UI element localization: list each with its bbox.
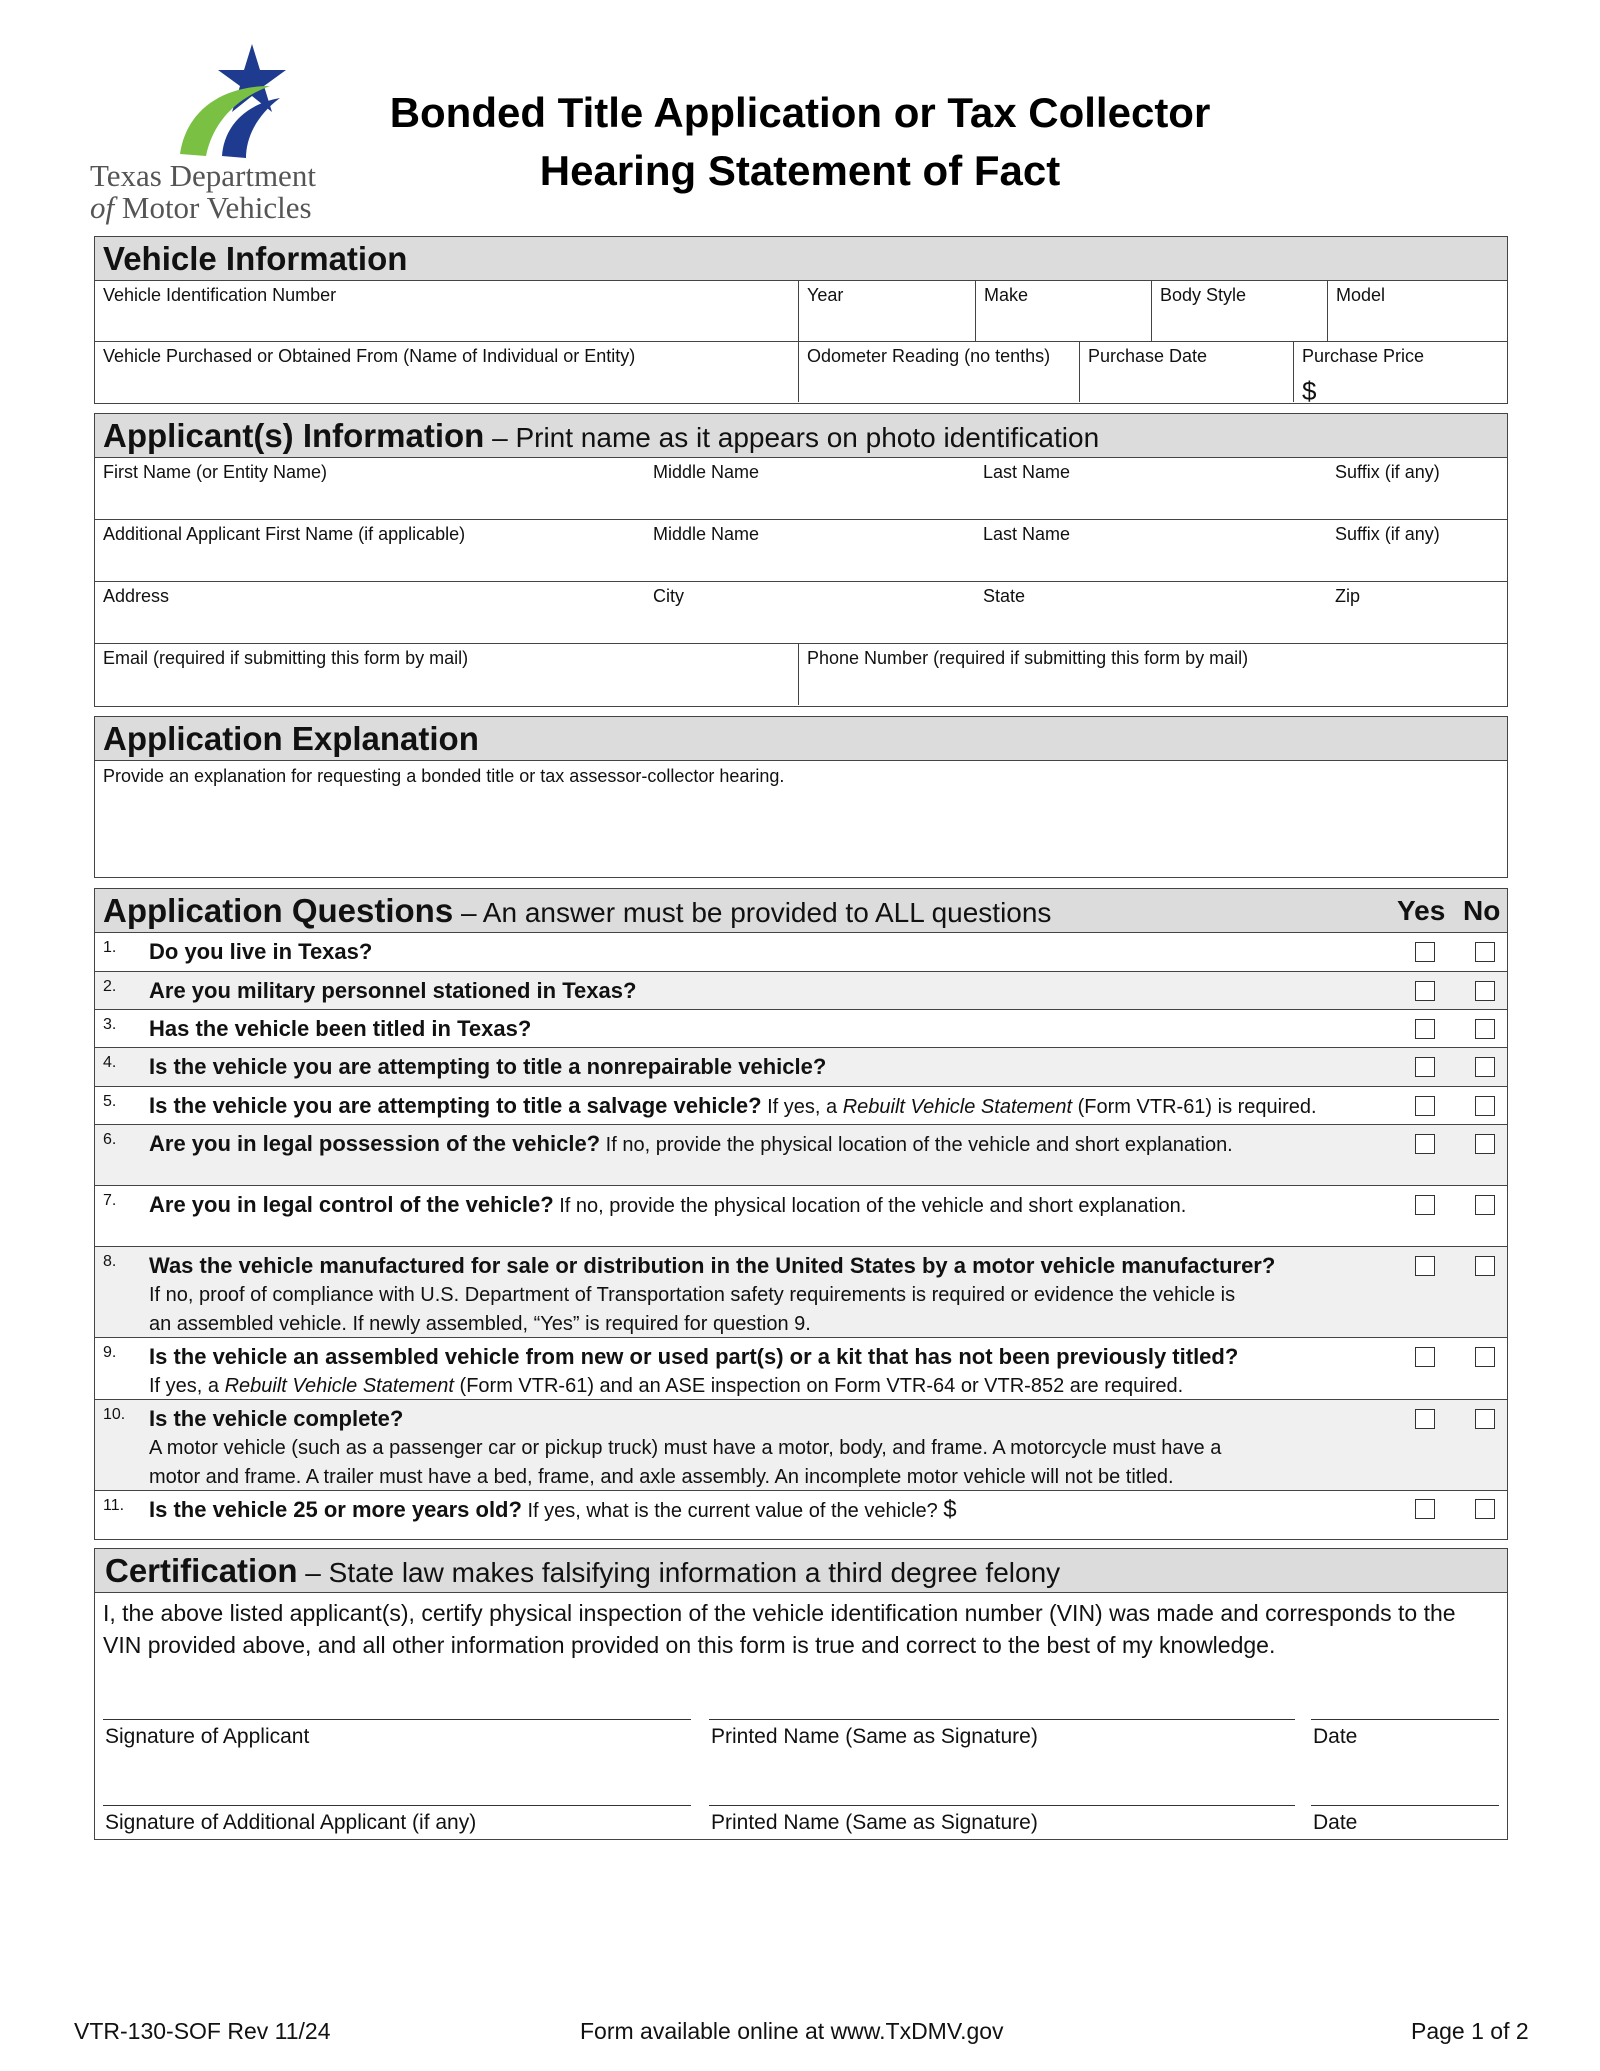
state-field[interactable]: State: [983, 586, 1026, 606]
q9-no-checkbox[interactable]: [1475, 1347, 1495, 1367]
suffix-field[interactable]: Suffix (if any): [1335, 462, 1440, 482]
application-questions-section: [94, 888, 1508, 1540]
section-heading: Application Questions – An answer must be provided to ALL questions Yes No: [95, 889, 1507, 933]
txdmv-logo: [90, 42, 360, 230]
additional-date-label: Date: [1313, 1811, 1358, 1834]
question-row: 4. Is the vehicle you are attempting to title a nonrepairable vehicle?: [95, 1048, 1507, 1087]
q3-no-checkbox[interactable]: [1475, 1019, 1495, 1039]
application-explanation-section: [94, 716, 1508, 878]
phone-field[interactable]: Phone Number (required if submitting this form by mail): [798, 644, 1507, 705]
question-row: 1. Do you live in Texas?: [95, 933, 1507, 972]
zip-field[interactable]: Zip: [1335, 586, 1361, 606]
q2-yes-checkbox[interactable]: [1415, 981, 1435, 1001]
q6-yes-checkbox[interactable]: [1415, 1134, 1435, 1154]
website-note: Form available online at www.TxDMV.gov: [580, 2018, 1004, 2044]
additional-last-name-field[interactable]: Last Name: [983, 524, 1071, 544]
make-field[interactable]: Make: [975, 281, 1151, 341]
applicant-information-section: [94, 413, 1508, 707]
question-row: 9. Is the vehicle an assembled vehicle from new or used part(s) or a kit that has not been previously titled? If yes, a Rebuilt Vehicle Statement (Form VTR-61) and an ASE inspection on Form VTR-64 or VTR-852 are required.: [95, 1338, 1507, 1400]
additional-first-name-field[interactable]: Additional Applicant First Name (if applicable): [103, 524, 466, 544]
additional-date-line[interactable]: [1311, 1805, 1499, 1806]
question-row: 3. Has the vehicle been titled in Texas?: [95, 1010, 1507, 1048]
q10-yes-checkbox[interactable]: [1415, 1409, 1435, 1429]
q2-no-checkbox[interactable]: [1475, 981, 1495, 1001]
date-line[interactable]: [1311, 1719, 1499, 1720]
additional-signature-label: Signature of Additional Applicant (if any): [105, 1811, 477, 1834]
signature-label: Signature of Applicant: [105, 1725, 310, 1748]
body-style-field[interactable]: Body Style: [1151, 281, 1327, 341]
section-heading: Applicant(s) Information – Print name as it appears on photo identification: [95, 414, 1507, 458]
form-id: VTR-130-SOF Rev 11/24: [74, 2018, 331, 2044]
model-field[interactable]: Model: [1327, 281, 1507, 341]
q4-yes-checkbox[interactable]: [1415, 1057, 1435, 1077]
q4-no-checkbox[interactable]: [1475, 1057, 1495, 1077]
vin-field[interactable]: Vehicle Identification Number: [103, 285, 337, 305]
question-row: 5. Is the vehicle you are attempting to title a salvage vehicle? If yes, a Rebuilt Vehicle Statement (Form VTR-61) is required.: [95, 1087, 1507, 1125]
q1-yes-checkbox[interactable]: [1415, 942, 1435, 962]
question-row: 11. Is the vehicle 25 or more years old? If yes, what is the current value of the vehicle? $: [95, 1491, 1507, 1529]
purchase-price-field[interactable]: Purchase Price $: [1293, 342, 1507, 402]
section-heading: Vehicle Information: [95, 237, 1507, 281]
q9-yes-checkbox[interactable]: [1415, 1347, 1435, 1367]
page-number: Page 1 of 2: [1411, 2018, 1529, 2044]
purchase-date-field[interactable]: Purchase Date: [1079, 342, 1293, 402]
page-title: Bonded Title Application or Tax Collector Hearing Statement of Fact: [389, 89, 1211, 194]
q1-no-checkbox[interactable]: [1475, 942, 1495, 962]
q7-yes-checkbox[interactable]: [1415, 1195, 1435, 1215]
txdmv-star-icon: [160, 42, 300, 162]
yes-column-header: Yes: [1397, 895, 1446, 926]
certification-section: [94, 1548, 1508, 1840]
question-row: 2. Are you military personnel stationed in Texas?: [95, 972, 1507, 1010]
additional-suffix-field[interactable]: Suffix (if any): [1335, 524, 1440, 544]
first-name-field[interactable]: First Name (or Entity Name): [103, 462, 328, 482]
additional-signature-line[interactable]: [103, 1805, 691, 1806]
address-field[interactable]: Address: [103, 586, 170, 606]
printed-name-label: Printed Name (Same as Signature): [711, 1725, 1038, 1748]
question-row: 10. Is the vehicle complete? A motor vehicle (such as a passenger car or pickup truck) must have a motor, body, and frame. A motorcycle must have a motor and frame. A trailer must have a bed, frame, and axle assembly. An incomplete motor vehicle will not be titled.: [95, 1400, 1507, 1491]
question-row: 6. Are you in legal possession of the vehicle? If no, provide the physical location of the vehicle and short explanation.: [95, 1125, 1507, 1186]
question-row: 8. Was the vehicle manufactured for sale or distribution in the United States by a motor vehicle manufacturer? If no, proof of compliance with U.S. Department of Transportation safety requirements is required or evidence the vehicle is an assembled vehicle. If newly assembled, “Yes” is required for question 9.: [95, 1247, 1507, 1338]
q8-yes-checkbox[interactable]: [1415, 1256, 1435, 1276]
q11-no-checkbox[interactable]: [1475, 1499, 1495, 1519]
section-heading: Application Explanation: [95, 717, 1507, 761]
section-heading: Certification – State law makes falsifying information a third degree felony: [95, 1549, 1507, 1593]
q5-yes-checkbox[interactable]: [1415, 1096, 1435, 1116]
year-field[interactable]: Year: [798, 281, 975, 341]
no-column-header: No: [1463, 895, 1501, 926]
certification-statement: I, the above listed applicant(s), certify physical inspection of the vehicle identification number (VIN) was made and corresponds to the VIN provided above, and all other information provided on this form is true and correct to the best of my knowledge.: [103, 1600, 1456, 1658]
explanation-field[interactable]: Provide an explanation for requesting a bonded title or tax assessor-collector hearing.: [103, 766, 785, 786]
vehicle-information-section: [94, 236, 1508, 404]
email-field[interactable]: Email (required if submitting this form by mail): [103, 648, 469, 668]
q5-no-checkbox[interactable]: [1475, 1096, 1495, 1116]
q8-no-checkbox[interactable]: [1475, 1256, 1495, 1276]
agency-name: Texas Department of Motor Vehicles: [90, 158, 316, 225]
question-row: 7. Are you in legal control of the vehicle? If no, provide the physical location of the vehicle and short explanation.: [95, 1186, 1507, 1247]
city-field[interactable]: City: [653, 586, 684, 606]
additional-printed-name-line[interactable]: [709, 1805, 1295, 1806]
date-label: Date: [1313, 1725, 1358, 1748]
printed-name-line[interactable]: [709, 1719, 1295, 1720]
q6-no-checkbox[interactable]: [1475, 1134, 1495, 1154]
additional-printed-name-label: Printed Name (Same as Signature): [711, 1811, 1038, 1834]
applicant-signature-line[interactable]: [103, 1719, 691, 1720]
odometer-field[interactable]: Odometer Reading (no tenths): [798, 342, 1079, 402]
middle-name-field[interactable]: Middle Name: [653, 462, 760, 482]
additional-middle-name-field[interactable]: Middle Name: [653, 524, 760, 544]
q11-yes-checkbox[interactable]: [1415, 1499, 1435, 1519]
q10-no-checkbox[interactable]: [1475, 1409, 1495, 1429]
q7-no-checkbox[interactable]: [1475, 1195, 1495, 1215]
last-name-field[interactable]: Last Name: [983, 462, 1071, 482]
purchased-from-field[interactable]: Vehicle Purchased or Obtained From (Name of Individual or Entity): [103, 346, 636, 366]
q3-yes-checkbox[interactable]: [1415, 1019, 1435, 1039]
